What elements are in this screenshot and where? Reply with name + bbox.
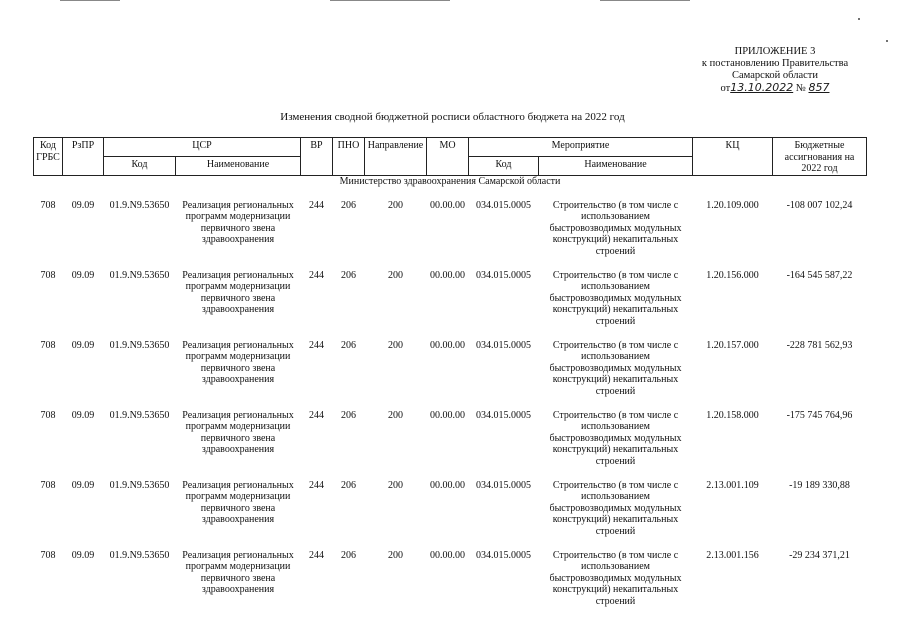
budget-table [33,137,867,620]
header-kod-grbs: Код ГРБС [34,138,63,176]
handwritten-date: 13.10.2022 [730,81,794,94]
cell-pno: 206 [341,339,356,351]
cell-mo: 00.00.00 [430,339,465,351]
cell-rzpr: 09.09 [71,479,95,491]
cell-csr-kod: 01.9.N9.53650 [109,199,170,211]
document-title: Изменения сводной бюджетной росписи областного бюджета на 2022 год [280,111,625,123]
handwritten-number: 857 [808,81,830,94]
cell-grbs: 708 [40,479,56,491]
scan-edge-mark [60,0,120,1]
header-event: Мероприятие [469,138,693,157]
cell-mo: 00.00.00 [430,549,465,561]
cell-event-kod: 034.015.0005 [476,269,531,281]
cell-csr-name: Реализация региональных программ модернизации первичного звена здравоохранения [182,549,294,595]
cell-grbs: 708 [40,199,56,211]
cell-mo: 00.00.00 [430,269,465,281]
cell-amount: -228 781 562,93 [786,339,853,351]
header-csr-name: Наименование [176,156,301,175]
cell-csr-kod: 01.9.N9.53650 [109,339,170,351]
cell-event-kod: 034.015.0005 [476,549,531,561]
annex-header [650,46,900,95]
cell-kc: 1.20.109.000 [706,199,759,211]
cell-event-name: Строительство (в том числе с использованием быстровозводимых модульных конструкций) некапитальных строений [549,549,682,607]
annex-line-2: Самарской области [732,70,818,81]
cell-amount: -175 745 764,96 [786,409,853,421]
header-csr: ЦСР [104,138,301,157]
cell-rzpr: 09.09 [71,269,95,281]
cell-event-name: Строительство (в том числе с использованием быстровозводимых модульных конструкций) некапитальных строений [549,479,682,537]
cell-direction: 200 [388,269,403,281]
table-row [34,550,867,620]
header-direction: Направление [365,138,427,176]
cell-rzpr: 09.09 [71,549,95,561]
header-event-kod: Код [469,156,539,175]
cell-direction: 200 [388,549,403,561]
annex-date-line [650,82,900,95]
cell-mo: 00.00.00 [430,199,465,211]
cell-amount: -29 234 371,21 [789,549,850,561]
cell-kc: 1.20.156.000 [706,269,759,281]
cell-rzpr: 09.09 [71,199,95,211]
header-vr: ВР [301,138,333,176]
cell-pno: 206 [341,409,356,421]
cell-vr: 244 [309,549,324,561]
cell-csr-name: Реализация региональных программ модернизации первичного звена здравоохранения [182,479,294,525]
cell-pno: 206 [341,199,356,211]
cell-direction: 200 [388,339,403,351]
header-kc: КЦ [693,138,773,176]
cell-mo: 00.00.00 [430,409,465,421]
cell-rzpr: 09.09 [71,409,95,421]
cell-kc: 1.20.157.000 [706,339,759,351]
number-prefix: № [795,83,806,94]
cell-event-kod: 034.015.0005 [476,479,531,491]
cell-rzpr: 09.09 [71,339,95,351]
scan-edge-mark [600,0,690,1]
scan-speck [886,40,888,42]
cell-pno: 206 [341,269,356,281]
table-row [34,410,867,480]
ministry-row [34,175,867,200]
cell-direction: 200 [388,479,403,491]
header-pno: ПНО [333,138,365,176]
cell-pno: 206 [341,549,356,561]
cell-vr: 244 [309,479,324,491]
cell-event-name: Строительство (в том числе с использованием быстровозводимых модульных конструкций) некапитальных строений [549,409,682,467]
cell-event-kod: 034.015.0005 [476,199,531,211]
cell-mo: 00.00.00 [430,479,465,491]
cell-event-kod: 034.015.0005 [476,339,531,351]
scan-edge-mark [330,0,450,1]
table-row [34,340,867,410]
cell-direction: 200 [388,199,403,211]
cell-csr-name: Реализация региональных программ модернизации первичного звена здравоохранения [182,339,294,385]
cell-kc: 2.13.001.156 [706,549,759,561]
cell-event-name: Строительство (в том числе с использованием быстровозводимых модульных конструкций) некапитальных строений [549,199,682,257]
table-row [34,200,867,270]
cell-event-name: Строительство (в том числе с использованием быстровозводимых модульных конструкций) некапитальных строений [549,269,682,327]
annex-line-1: к постановлению Правительства [701,58,849,69]
ministry-name: Министерство здравоохранения Самарской области [339,175,561,187]
cell-kc: 1.20.158.000 [706,409,759,421]
cell-amount: -19 189 330,88 [789,479,850,491]
cell-vr: 244 [309,269,324,281]
cell-csr-kod: 01.9.N9.53650 [109,269,170,281]
cell-csr-kod: 01.9.N9.53650 [109,409,170,421]
header-mo: МО [427,138,469,176]
cell-kc: 2.13.001.109 [706,479,759,491]
header-csr-kod: Код [104,156,176,175]
cell-csr-kod: 01.9.N9.53650 [109,549,170,561]
cell-csr-name: Реализация региональных программ модернизации первичного звена здравоохранения [182,199,294,245]
cell-vr: 244 [309,199,324,211]
header-allocation: Бюджетные ассигнования на 2022 год [773,138,867,176]
header-event-name: Наименование [539,156,693,175]
cell-vr: 244 [309,409,324,421]
cell-event-name: Строительство (в том числе с использованием быстровозводимых модульных конструкций) некапитальных строений [549,339,682,397]
cell-direction: 200 [388,409,403,421]
table-row [34,480,867,550]
cell-csr-name: Реализация региональных программ модернизации первичного звена здравоохранения [182,409,294,455]
cell-csr-kod: 01.9.N9.53650 [109,479,170,491]
header-rzpr: РзПР [63,138,104,176]
date-prefix: от [720,83,731,94]
cell-amount: -164 545 587,22 [786,269,853,281]
cell-grbs: 708 [40,549,56,561]
table-row [34,270,867,340]
cell-grbs: 708 [40,269,56,281]
cell-pno: 206 [341,479,356,491]
cell-event-kod: 034.015.0005 [476,409,531,421]
cell-vr: 244 [309,339,324,351]
cell-amount: -108 007 102,24 [786,199,853,211]
scan-speck [858,18,860,20]
annex-title: ПРИЛОЖЕНИЕ 3 [734,46,816,57]
cell-grbs: 708 [40,409,56,421]
cell-csr-name: Реализация региональных программ модернизации первичного звена здравоохранения [182,269,294,315]
cell-grbs: 708 [40,339,56,351]
